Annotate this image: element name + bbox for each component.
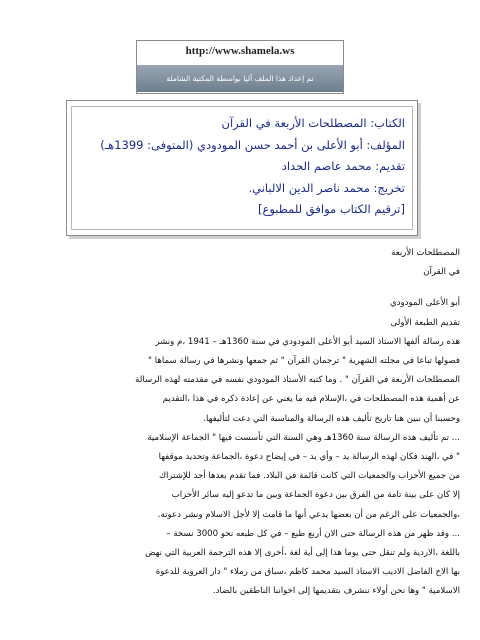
- document-body: [22, 244, 460, 602]
- site-url[interactable]: http://www.shamela.ws: [185, 45, 295, 57]
- book-introducer: تقديم: محمد عاصم الحداد: [281, 159, 405, 173]
- generated-banner: تم إعداد هذا الملف آليا بواسطة المكتبة الشاملة: [137, 65, 343, 92]
- body-title-line-1: المصطلحات الأربعة: [391, 248, 460, 258]
- body-title-line-2: في القرآن: [423, 267, 460, 278]
- body-edition-heading: تقديم الطبعة الأولى: [390, 317, 460, 328]
- paragraph-line: من جميع الأحزاب والجمعيات التي كانت قائمة في البلاد. فما تقدم بعدها أحد للإشتراك: [158, 471, 460, 482]
- book-numbering-note: [ترقيم الكتاب موافق للمطبوع]: [257, 202, 405, 216]
- paragraph-line: الاسلامية " وها نحن أولاء ننشرف بتقديمها إلى اخواننا الناطقين بالضاد.: [212, 586, 460, 597]
- book-info-lines: [75, 113, 405, 221]
- paragraph-line: المصطلحات الأربعة في القرآن " . وما كتبه الأستاذ المودودي نفسه في مقدمته لهذه الرسالة: [135, 375, 460, 386]
- paragraph-line: وحسبنا أن نبين هنا تاريخ تأليف هذه الرسالة والمناسبة التي دعت لتأليفها.: [203, 413, 460, 424]
- paragraph-line: بها الاخ الفاضل الاديب الاستاذ السيد محمد كاظم ،سباق من رملاء " دار العروبة للدعوة: [155, 567, 460, 578]
- paragraph-line: إلا كان على بينة تامة من الفرق بين دعوة الجماعة وبين ما تدعو إليه سائر الأحزاب: [171, 490, 460, 501]
- body-author-line: أبو الأعلى المودودي: [389, 298, 460, 309]
- paragraph-line: فصولها تباعا في مجلته الشهرية " ترجمان القرآن " ثم جمعها ونشرها في رسالة سماها ": [148, 356, 460, 367]
- book-takhrij: تخريج: محمد ناصر الدين الالباني.: [248, 180, 405, 195]
- paragraph-line: ... وقد ظهر من هذه الرسالة حتى الان أربع طبع – في كل طبعه نحو 3000 نسخة –: [166, 528, 460, 539]
- book-info-box: [66, 100, 418, 236]
- book-author: المؤلف: أبو الأعلى بن أحمد حسن المودودي (المتوفى: 1399هـ): [100, 137, 405, 152]
- paragraph-line: هذه رسالة ألفها الاستاذ السيد أبو الأعلى المودودي في سنة 1360هـ – 1941 ،م ونشر: [155, 336, 460, 347]
- paragraph-line: عن أهمية هذه المصطلحات في ،الإسلام فيه ما يغني عن إعادة ذكره في هذا ،التقديم: [162, 394, 460, 405]
- book-title: الكتاب: المصطلحات الأربعة في القرآن: [221, 116, 405, 130]
- paragraph-line: ... تم تأليف هذه الرسالة سنة 1360هـ وهي السنة التي تأسست فيها " الجماعة الإسلامية: [147, 432, 460, 443]
- paragraph-line: ،والجمعيات على الرغم من أن بعضها يدعي أنها ما قامت إلا لأجل الاسلام ونشر دعوته.: [157, 509, 460, 520]
- paragraph-line: باللغة ،الاردية ولم تنقل حتى يوما هذا إلى أية لغة ،أخرى إلا هذه الترجمة العربية التي نهض: [145, 548, 460, 559]
- site-header-box: [136, 40, 344, 94]
- paragraph-line: " في ،الهند فكان لهذه الرسالة يد – وأي يد – في إيضاح دعوة ،الجماعة وتحديد موقفها: [158, 452, 460, 463]
- body-paragraph: [22, 333, 460, 602]
